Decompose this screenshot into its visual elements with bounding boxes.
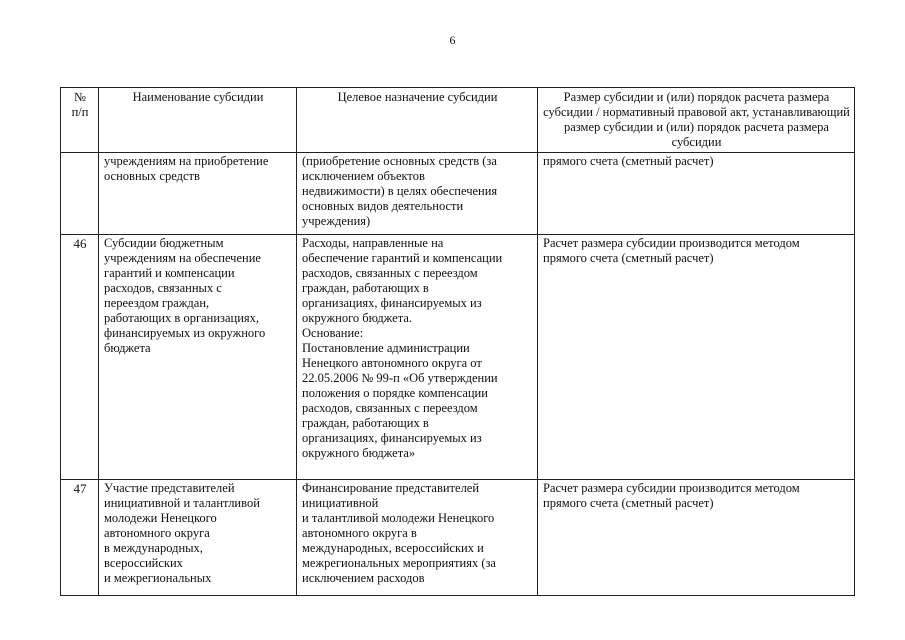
- table-row: [61, 153, 855, 235]
- row-purpose: Финансирование представителей инициативной и талантливой молодежи Ненецкого автономного округа в международных, всероссийских и межрегиональных мероприятиях (за исключением расходов: [297, 480, 538, 596]
- row-number: 47: [61, 480, 99, 596]
- row-size-calculation: Расчет размера субсидии производится методом прямого счета (сметный расчет): [538, 235, 855, 480]
- row-purpose: (приобретение основных средств (за исключением объектов недвижимости) в целях обеспечения основных видов деятельности учреждения): [297, 153, 538, 235]
- row-size-calculation: прямого счета (сметный расчет): [538, 153, 855, 235]
- page-number: 6: [449, 33, 456, 47]
- row-size-calculation: Расчет размера субсидии производится методом прямого счета (сметный расчет): [538, 480, 855, 596]
- table-row: [61, 480, 855, 596]
- table-header-row: [61, 88, 855, 153]
- row-subsidy-name: учреждениям на приобретение основных средств: [99, 153, 297, 235]
- row-purpose: Расходы, направленные на обеспечение гарантий и компенсации расходов, связанных с переездом граждан, работающих в организациях, финансируемых из окружного бюджета. Основание: Постановление администрации Ненецкого автономного округа от 22.05.2006 № 99-п «Об утверждении положения о порядке компенсации расходов, связанных с переездом граждан, работающих в организациях, финансируемых из окружного бюджета»: [297, 235, 538, 480]
- header-purpose: Целевое назначение субсидии: [297, 88, 538, 153]
- header-size-calculation: Размер субсидии и (или) порядок расчета размера субсидии / нормативный правовой акт, устанавливающий размер субсидии и (или) порядок расчета размера субсидии: [538, 88, 855, 153]
- header-number: № п/п: [61, 88, 99, 153]
- header-subsidy-name: Наименование субсидии: [99, 88, 297, 153]
- subsidies-table: [60, 87, 855, 596]
- row-number: 46: [61, 235, 99, 480]
- row-subsidy-name: Участие представителей инициативной и талантливой молодежи Ненецкого автономного округа в международных, всероссийских и межрегиональных: [99, 480, 297, 596]
- row-number: [61, 153, 99, 235]
- row-subsidy-name: Субсидии бюджетным учреждениям на обеспечение гарантий и компенсации расходов, связанных с переездом граждан, работающих в организациях, финансируемых из окружного бюджета: [99, 235, 297, 480]
- table-row: [61, 235, 855, 480]
